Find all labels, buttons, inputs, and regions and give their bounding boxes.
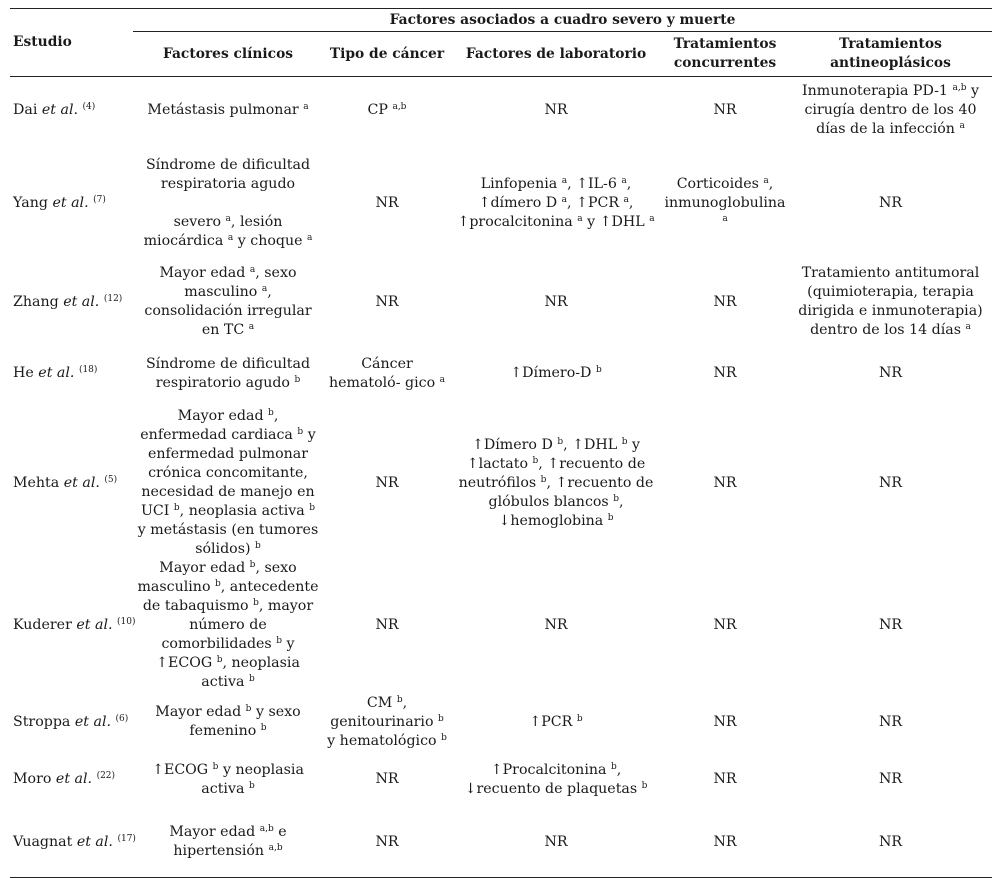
footnote-mark: a xyxy=(722,214,728,224)
clinical-text: y neoplasia activa xyxy=(201,761,304,797)
clinical-cell xyxy=(133,340,323,407)
header-antineo xyxy=(789,32,992,77)
table-row xyxy=(10,407,992,559)
study-cell xyxy=(10,692,133,752)
clinical-text: y enfermedad pulmonar crónica concomitante, necesidad de manejo en UCI xyxy=(140,427,316,519)
cancer-text: CM xyxy=(366,694,393,711)
header-antineo-line2: antineoplásicos xyxy=(830,55,951,71)
footnote-mark: a xyxy=(621,176,627,186)
lab-text: , ↑IL-6 xyxy=(567,176,617,192)
footnote-mark: b xyxy=(248,674,255,684)
cancer-cell: NR xyxy=(323,807,451,878)
study-etal: et al. xyxy=(41,101,79,118)
clinical-text: , consolidación irregular en TC xyxy=(144,284,312,338)
footnote-mark: b xyxy=(610,761,617,772)
lab-cell xyxy=(451,340,661,407)
study-cell xyxy=(10,407,133,559)
study-ref: (10) xyxy=(117,617,136,627)
footnote-mark: b xyxy=(294,374,301,385)
clinical-text: , mayor número de comorbilidades xyxy=(161,598,314,652)
study-ref: (5) xyxy=(104,474,118,485)
footnote-mark: a xyxy=(439,374,446,385)
clinical-text: Mayor edad xyxy=(159,560,246,576)
study-name: Yang xyxy=(13,195,48,211)
footnote-mark: b xyxy=(268,408,274,418)
lab-cell: NR xyxy=(544,293,568,310)
lab-cell xyxy=(451,692,661,752)
clinical-cell xyxy=(133,407,323,559)
cancer-text: CP xyxy=(367,101,388,118)
study-ref: (22) xyxy=(96,771,116,781)
study-etal: et al. xyxy=(76,617,113,633)
antineo-cell xyxy=(789,77,992,144)
study-etal: et al. xyxy=(76,833,113,850)
clinical-text: , neoplasia activa xyxy=(179,503,305,519)
clinical-text: Mayor edad xyxy=(159,265,246,281)
footnote-mark: b xyxy=(309,503,316,513)
footnote-mark: a,b xyxy=(259,824,274,834)
clinical-text: Metástasis pulmonar xyxy=(147,101,299,118)
clinical-cell xyxy=(133,143,323,264)
footnote-mark: a xyxy=(561,195,568,205)
cancer-text: , genitourinario xyxy=(330,694,434,730)
clinical-text: severo xyxy=(173,214,222,230)
footnote-mark: a xyxy=(623,195,629,205)
lab-cell: NR xyxy=(451,807,661,878)
header-antineo-line1: Tratamientos xyxy=(839,36,942,52)
footnote-mark: b xyxy=(297,427,304,437)
footnote-mark: b xyxy=(438,713,444,724)
antineo-text: Tratamiento antitumoral (quimioterapia, terapia dirigida e inmunoterapia) dentro de los 14 días xyxy=(798,265,983,338)
clinical-text: Mayor edad xyxy=(155,704,242,720)
footnote-mark: b xyxy=(595,365,602,375)
header-concurrent-line1: Tratamientos xyxy=(673,36,777,52)
footnote-mark: a xyxy=(303,101,309,112)
study-etal: et al. xyxy=(63,293,100,310)
clinical-text: e hipertensión xyxy=(173,824,287,859)
footnote-mark: b xyxy=(216,655,223,665)
cancer-cell: NR xyxy=(375,474,399,491)
table-row xyxy=(10,692,992,752)
antineo-cell: NR xyxy=(878,617,903,633)
study-cell xyxy=(10,559,136,692)
lab-cell xyxy=(451,407,661,559)
header-group-title: Factores asociados a cuadro severo y muerte xyxy=(133,9,992,32)
study-ref: (7) xyxy=(93,195,106,205)
clinical-text: , enfermedad cardiaca xyxy=(140,408,293,443)
header-concurrent xyxy=(661,32,789,77)
table-row xyxy=(10,143,992,264)
lab-text: ↑PCR xyxy=(529,713,573,730)
study-name: Stroppa xyxy=(13,713,71,730)
lab-text: ↑Procalcitonina xyxy=(490,761,607,778)
study-cell xyxy=(10,807,136,878)
study-etal: et al. xyxy=(55,771,93,787)
footnote-mark: b xyxy=(607,512,614,523)
study-cell xyxy=(10,340,133,407)
cancer-text: Cáncer hematoló- gico xyxy=(328,355,436,391)
clinical-cell xyxy=(133,752,323,807)
study-etal: et al. xyxy=(38,365,75,381)
footnote-mark: a xyxy=(965,322,971,332)
clinical-cell xyxy=(133,559,323,692)
antineo-text: Inmunoterapia PD-1 xyxy=(802,82,948,99)
study-cell xyxy=(10,143,133,264)
footnote-mark: b xyxy=(621,436,628,447)
table-row xyxy=(10,807,992,878)
clinical-text: , neoplasia activa xyxy=(201,655,300,690)
footnote-mark: b xyxy=(540,474,547,485)
clinical-text: y choque xyxy=(237,233,303,249)
study-ref: (4) xyxy=(82,101,96,112)
study-name: Vuagnat xyxy=(13,833,73,850)
footnote-mark: b xyxy=(641,780,648,791)
lab-cell xyxy=(451,143,661,264)
footnote-mark: b xyxy=(613,493,619,504)
footnote-mark: a xyxy=(577,214,583,224)
lab-text: , ↑procalcitonina xyxy=(457,195,634,230)
footnote-mark: a xyxy=(227,233,234,243)
concurrent-cell: NR xyxy=(713,101,737,118)
study-ref: (12) xyxy=(103,293,123,304)
header-concurrent-line2: concurrentes xyxy=(673,55,777,71)
footnote-mark: b xyxy=(532,455,539,466)
study-name: Zhang xyxy=(13,293,59,310)
footnote-mark: a,b xyxy=(268,843,283,853)
header-lab: Factores de laboratorio xyxy=(451,32,661,77)
table-row xyxy=(10,264,992,340)
header-cancer: Tipo de cáncer xyxy=(323,32,451,77)
lab-text: y ↑lactato xyxy=(466,436,641,472)
table-row xyxy=(10,77,992,144)
header-study: Estudio xyxy=(10,9,133,77)
footnote-mark: a,b xyxy=(952,82,967,93)
footnote-mark: b xyxy=(276,636,282,646)
footnote-mark: a xyxy=(261,284,268,294)
footnote-mark: b xyxy=(396,694,403,705)
study-name: Mehta xyxy=(13,474,60,491)
concurrent-cell: NR xyxy=(713,365,737,381)
cancer-cell: NR xyxy=(375,293,399,310)
lab-text: , ↑recuento de glóbulos blancos xyxy=(488,474,654,510)
clinical-text: y ↑ECOG xyxy=(156,636,295,671)
factors-table-container xyxy=(10,8,992,878)
study-ref: (18) xyxy=(78,365,98,375)
header-clinical: Factores clínicos xyxy=(133,32,323,77)
clinical-text: , lesión miocárdica xyxy=(143,214,283,249)
table-row xyxy=(10,340,992,407)
footnote-mark: b xyxy=(245,704,252,714)
concurrent-cell: NR xyxy=(713,474,737,491)
concurrent-text: , inmunoglobulina xyxy=(664,176,786,211)
footnote-mark: b xyxy=(249,560,256,570)
concurrent-cell: NR xyxy=(713,771,737,787)
lab-text: , ↑dímero D xyxy=(478,176,632,211)
concurrent-text: Corticoides xyxy=(676,176,759,192)
study-cell xyxy=(10,264,133,340)
study-name: Moro xyxy=(13,771,52,787)
clinical-cell xyxy=(133,264,323,340)
footnote-mark: b xyxy=(576,713,583,724)
footnote-mark: b xyxy=(248,780,255,791)
cancer-text: y hematológico xyxy=(327,732,437,749)
clinical-text: y sexo femenino xyxy=(189,704,301,739)
lab-cell: NR xyxy=(544,617,568,633)
footnote-mark: a xyxy=(248,322,255,332)
clinical-text: , sexo masculino xyxy=(184,265,297,300)
footnote-mark: b xyxy=(173,503,180,513)
cancer-cell: NR xyxy=(375,771,399,787)
clinical-text: Síndrome de dificultad respiratoria agudo xyxy=(145,157,311,192)
footnote-mark: a xyxy=(307,233,313,243)
concurrent-cell xyxy=(661,143,789,264)
footnote-mark: b xyxy=(253,598,259,608)
clinical-text: ↑ECOG xyxy=(152,761,209,778)
clinical-cell xyxy=(133,692,323,752)
antineo-cell xyxy=(789,264,992,340)
lab-text: y ↑DHL xyxy=(587,214,645,230)
footnote-mark: a xyxy=(649,214,655,224)
study-etal: et al. xyxy=(52,195,89,211)
lab-text: ↑Dímero D xyxy=(471,436,553,453)
clinical-text: y metástasis (en tumores sólidos) xyxy=(137,522,319,557)
clinical-text: Síndrome de dificultad respiratorio agudo xyxy=(145,355,311,391)
footnote-mark: b xyxy=(260,723,267,733)
lab-text: , ↑PCR xyxy=(567,195,620,211)
footnote-mark: a xyxy=(763,176,769,186)
study-etal: et al. xyxy=(63,474,100,491)
footnote-mark: a xyxy=(249,265,256,275)
concurrent-cell: NR xyxy=(713,293,737,310)
lab-text: , ↑DHL xyxy=(563,436,618,453)
footnote-mark: a,b xyxy=(392,101,407,112)
antineo-cell: NR xyxy=(789,807,992,878)
concurrent-cell: NR xyxy=(713,713,737,730)
clinical-text: , sexo masculino xyxy=(137,560,297,595)
cancer-cell xyxy=(323,77,451,144)
clinical-cell xyxy=(133,77,323,144)
factors-table xyxy=(10,8,992,878)
cancer-cell: NR xyxy=(375,617,399,633)
study-etal: et al. xyxy=(74,713,112,730)
concurrent-cell: NR xyxy=(661,807,789,878)
lab-cell xyxy=(451,752,661,807)
antineo-cell: NR xyxy=(878,195,903,211)
lab-text: ↑Dímero-D xyxy=(510,365,592,381)
table-row xyxy=(10,752,992,807)
clinical-text: Mayor edad xyxy=(169,824,256,840)
clinical-text: , antecedente de tabaquismo xyxy=(142,579,319,614)
footnote-mark: a xyxy=(225,214,231,224)
clinical-cell xyxy=(133,807,323,878)
cancer-cell xyxy=(323,692,451,752)
study-name: He xyxy=(13,365,34,381)
study-ref: (17) xyxy=(117,833,136,844)
study-cell xyxy=(10,77,133,144)
clinical-text: Mayor edad xyxy=(177,408,264,424)
antineo-cell: NR xyxy=(878,713,903,730)
lab-text: , ↓recuento de plaquetas xyxy=(464,761,638,797)
lab-cell: NR xyxy=(544,101,568,118)
footnote-mark: b xyxy=(215,579,221,589)
antineo-cell: NR xyxy=(878,365,903,381)
lab-text: , ↑recuento de neutrófilos xyxy=(458,455,646,491)
cancer-cell: NR xyxy=(375,195,399,211)
footnote-mark: b xyxy=(212,761,219,772)
antineo-text: y cirugía dentro de los 40 días de la infección xyxy=(804,82,979,137)
footnote-mark: a xyxy=(959,120,965,131)
study-name: Kuderer xyxy=(13,617,72,633)
antineo-cell: NR xyxy=(878,771,903,787)
study-name: Dai xyxy=(13,101,38,118)
footnote-mark: a xyxy=(561,176,568,186)
antineo-cell: NR xyxy=(878,474,903,491)
study-cell xyxy=(10,752,133,807)
table-row xyxy=(10,559,992,692)
study-ref: (6) xyxy=(115,713,129,724)
footnote-mark: b xyxy=(255,541,261,551)
lab-text: , ↓hemoglobina xyxy=(498,493,624,529)
concurrent-cell: NR xyxy=(713,617,737,633)
lab-text: Linfopenia xyxy=(480,176,558,192)
cancer-cell xyxy=(323,340,451,407)
footnote-mark: b xyxy=(557,436,564,447)
footnote-mark: b xyxy=(441,732,447,743)
